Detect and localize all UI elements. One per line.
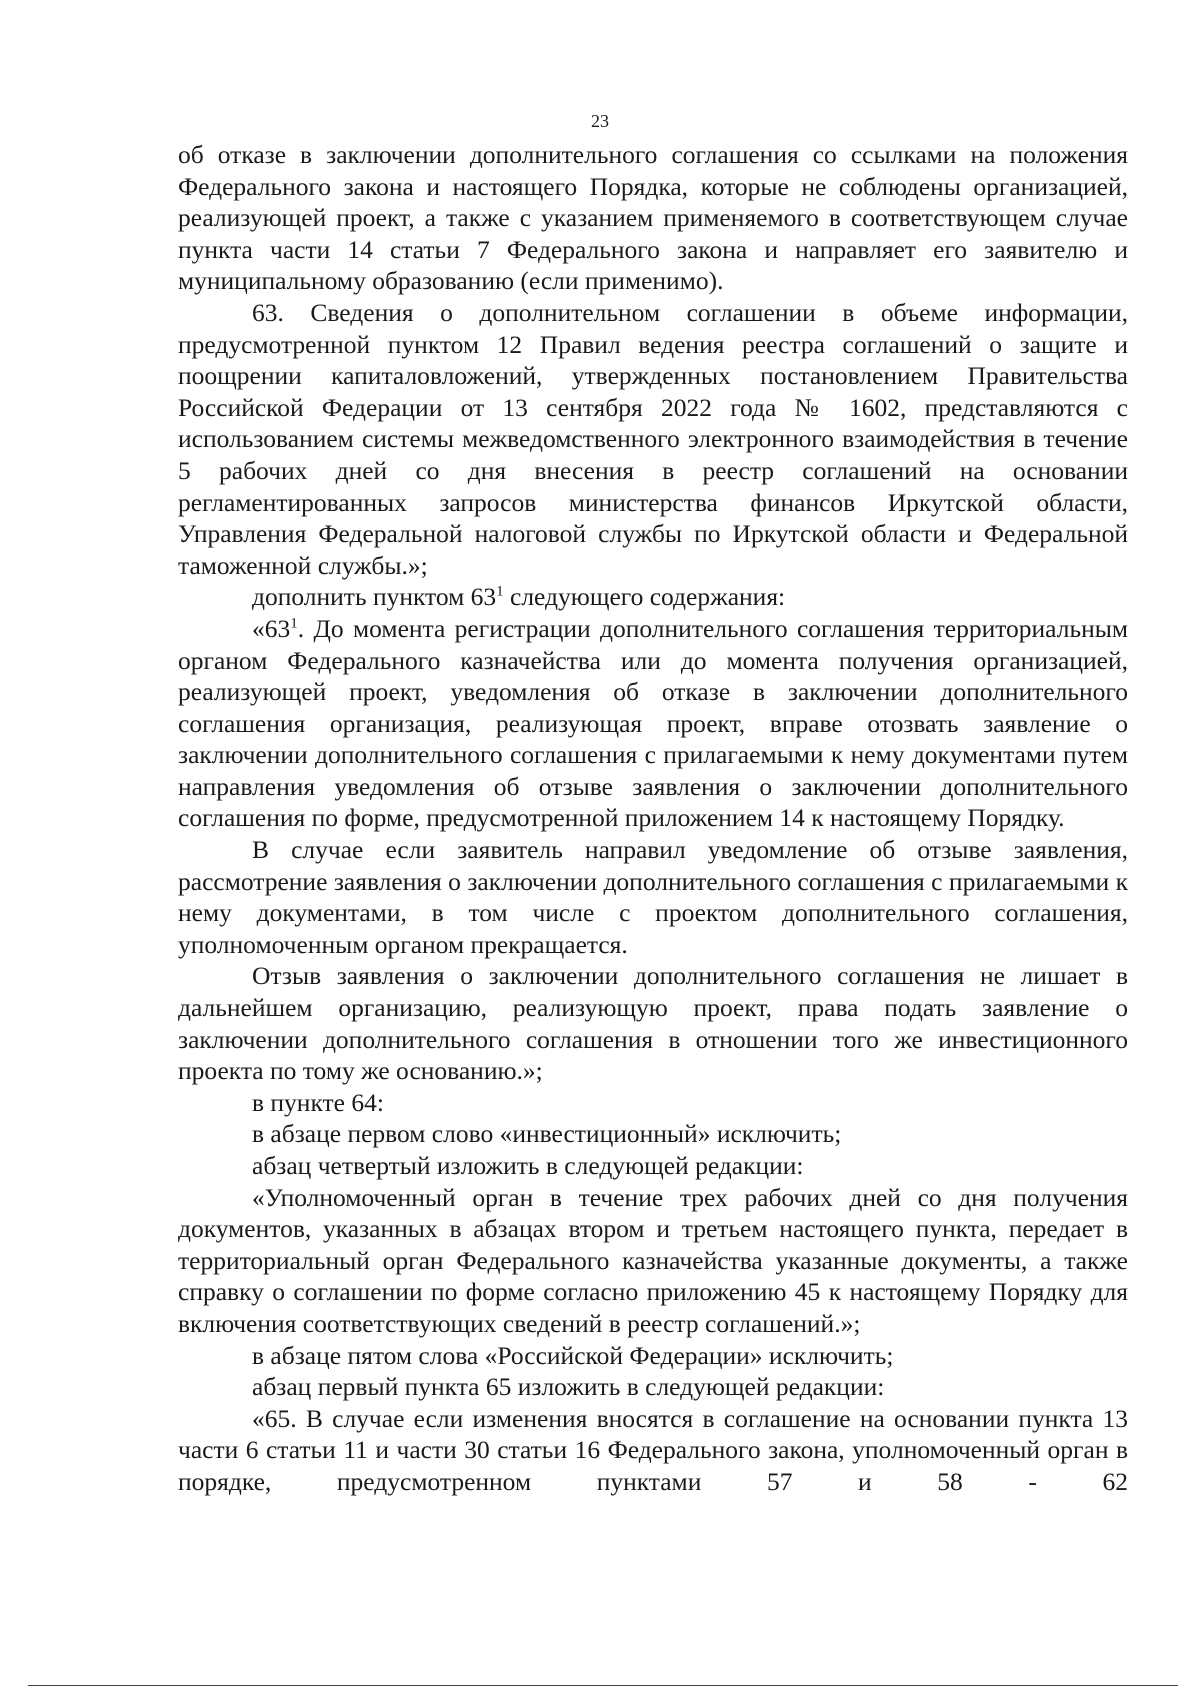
paragraph-63: 63. Сведения о дополнительном соглашении в объеме информации, предусмотренной пунктом 12 Правил ведения реестра соглашений о защите и поощрении капиталовложений, утвержденных постановлением Правительства Российской Федерации от 13 сентября 2022 года № 1602, представляются с использованием системы межведомственного электронного взаимодействия в течение 5 рабочих дней со дня внесения в реестр соглашений на основании регламентированных запросов министерства финансов Иркутской области, Управления Федеральной налоговой службы по Иркутской области и Федеральной таможенной службы.»; [178, 297, 1128, 580]
paragraph-abzac-1: в абзаце первом слово «инвестиционный» исключить; [252, 1119, 842, 1149]
paragraph-abzac-4: абзац четвертый изложить в следующей редакции: [252, 1151, 804, 1180]
paragraph-add-63-1-text: дополнить пунктом 63 [252, 582, 497, 612]
paragraph-add-63-1-tail: следующего содержания: [503, 582, 786, 612]
superscript: 1 [496, 583, 504, 600]
paragraph-abzac-5: в абзаце пятом слова «Российской Федерации» исключить; [252, 1340, 894, 1370]
paragraph-63-1-text: . До момента регистрации дополнительного соглашения территориальным органом Федерального казначейства или до момента получения организацией, реализующей проект, уведомления об отказе в заключении дополнительного соглашения организация, реализующая проект, вправе отозвать заявление о заключении дополнительного соглашения с прилагаемыми к нему документами путем направления уведомления об отзыве заявления о заключении дополнительного соглашения по форме, предусмотренной приложением 14 к настоящему Порядку. [178, 613, 1128, 833]
document-body [178, 139, 1128, 1498]
paragraph-add-63-1 [178, 581, 1128, 613]
superscript: 1 [290, 615, 298, 632]
paragraph-withdrawal: В случае если заявитель направил уведомление об отзыве заявления, рассмотрение заявления о заключении дополнительного соглашения с прилагаемыми к нему документами, в том числе с проектом дополнительного соглашения, уполномоченным органом прекращается. [178, 835, 1128, 959]
paragraph-63-1 [178, 613, 1128, 834]
paragraph-continuation: об отказе в заключении дополнительного соглашения со ссылками на положения Федерального закона и настоящего Порядка, которые не соблюдены организацией, реализующей проект, а также с указанием применяемого в соответствующем случае пункта части 14 статьи 7 Федерального закона и направляет его заявителю и муниципальному образованию (если применимо). [178, 140, 1128, 296]
paragraph-63-1-number: «63 [252, 613, 291, 643]
paragraph-authorized-body: «Уполномоченный орган в течение трех рабочих дней со дня получения документов, указанных в абзацах втором и третьем настоящего пункта, передает в территориальный орган Федерального казначейства указанные документы, а также справку о соглашении по форме согласно приложению 45 к настоящему Порядку для включения соответствующих сведений в реестр соглашений.»; [178, 1182, 1128, 1338]
bottom-divider [28, 1685, 1178, 1686]
paragraph-65: «65. В случае если изменения вносятся в соглашение на основании пункта 13 части 6 статьи 11 и части 30 статьи 16 Федерального закона, уполномоченный орган в порядке, предусмотренном пунктами 57 и 58 - 62 [178, 1403, 1128, 1496]
paragraph-point-64: в пункте 64: [252, 1087, 384, 1117]
page-number: 23 [591, 111, 609, 131]
paragraph-point-65: абзац первый пункта 65 изложить в следующей редакции: [252, 1372, 885, 1402]
paragraph-withdrawal-rights: Отзыв заявления о заключении дополнительного соглашения не лишает в дальнейшем организацию, реализующую проект, права подать заявление о заключении дополнительного соглашения в отношении того же инвестиционного проекта по тому же основанию.»; [178, 961, 1128, 1086]
